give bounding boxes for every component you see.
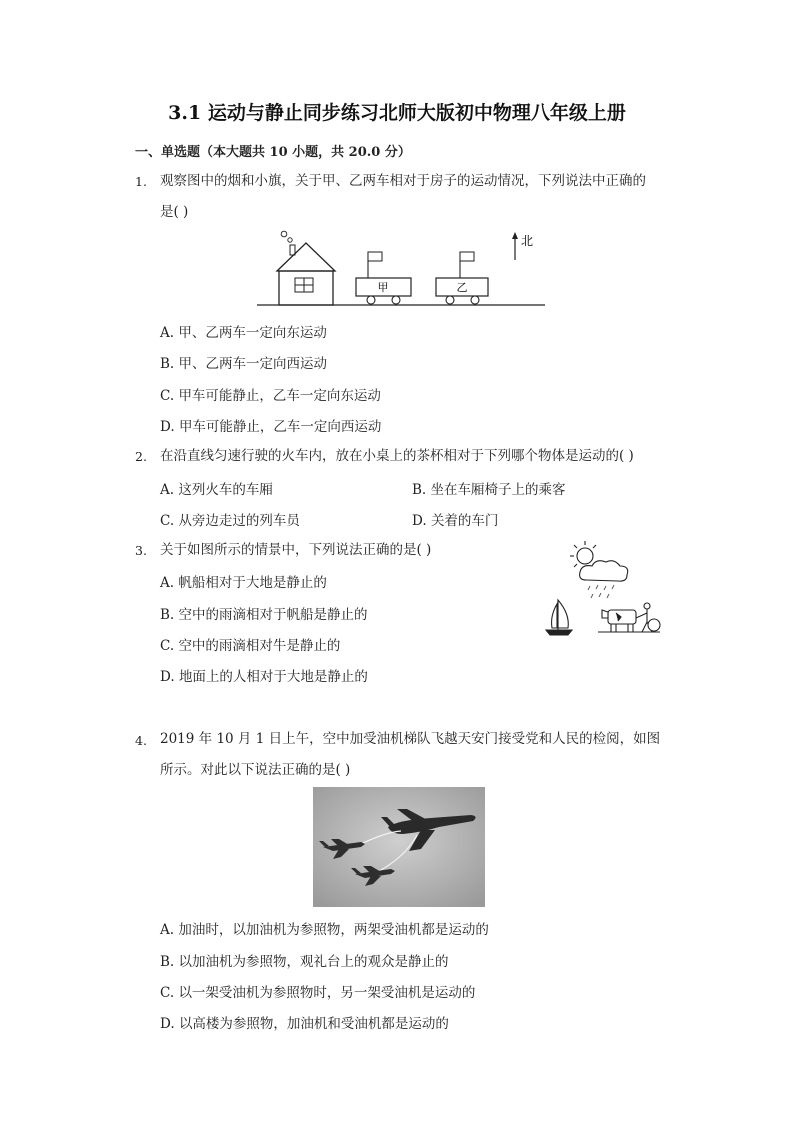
option-key: B.: [160, 356, 175, 372]
option-key: D.: [160, 669, 175, 685]
option-a[interactable]: [160, 571, 327, 591]
flag-icon: [460, 252, 474, 261]
option-text: 以高楼为参照物，加油机和受油机都是运动的: [178, 1016, 449, 1032]
option-key: C.: [160, 638, 175, 654]
question-text: 2019 年 10 月 1 日上午，空中加受油机梯队飞越天安门接受党和人民的检阅，如图: [160, 731, 661, 747]
option-key: A.: [160, 482, 175, 498]
option-key: D.: [160, 419, 175, 435]
option-key: B.: [160, 607, 175, 623]
option-c[interactable]: [160, 634, 340, 654]
flag-icon: [368, 252, 382, 261]
option-key: A.: [160, 922, 175, 938]
option-key: C.: [160, 513, 175, 529]
question-number: 4.: [135, 733, 147, 748]
page-title: 3.1 运动与静止同步练习北师大版初中物理八年级上册: [168, 102, 626, 124]
option-b[interactable]: [412, 478, 566, 498]
option-b[interactable]: [160, 950, 449, 970]
option-c[interactable]: [160, 384, 381, 404]
option-text: 甲车可能静止，乙车一定向东运动: [178, 388, 381, 404]
option-key: D.: [412, 513, 427, 529]
question-text: 关于如图所示的情景中，下列说法正确的是( ): [160, 542, 432, 558]
question-text-cont: 是( ): [160, 204, 189, 220]
option-text: 空中的雨滴相对牛是静止的: [178, 638, 341, 654]
option-d[interactable]: [160, 1012, 449, 1032]
option-text: 甲、乙两车一定向东运动: [178, 325, 327, 341]
wheel-icon: [446, 296, 454, 304]
wheel-icon: [392, 296, 400, 304]
option-key: C.: [160, 985, 175, 1001]
aerial-refueling-photo: [313, 787, 485, 907]
option-text: 坐在车厢椅子上的乘客: [430, 482, 566, 498]
option-b[interactable]: [160, 352, 327, 372]
option-text: 甲车可能静止，乙车一定向西运动: [178, 419, 382, 435]
option-key: B.: [160, 954, 175, 970]
house-icon: [279, 271, 333, 305]
question-number: 3.: [135, 543, 147, 558]
wheel-icon: [471, 296, 479, 304]
option-a[interactable]: [160, 478, 273, 498]
option-text: 加油时，以加油机为参照物，两架受油机都是运动的: [178, 922, 489, 938]
option-text: 这列火车的车厢: [178, 482, 273, 498]
option-text: 关着的车门: [430, 513, 499, 529]
section-heading: 一、单选题（本大题共 10 小题，共 20.0 分）: [135, 145, 411, 160]
option-text: 地面上的人相对于大地是静止的: [178, 669, 368, 685]
option-c[interactable]: [160, 509, 300, 529]
house-roof: [277, 243, 335, 271]
option-text: 以一架受油机为参照物时，另一架受油机是运动的: [178, 985, 476, 1001]
option-text: 甲、乙两车一定向西运动: [178, 356, 328, 372]
option-b[interactable]: [160, 603, 368, 623]
option-d[interactable]: [160, 665, 368, 685]
sun-icon: [570, 541, 596, 567]
option-d[interactable]: [412, 509, 498, 529]
option-c[interactable]: [160, 981, 475, 1001]
option-a[interactable]: [160, 918, 489, 938]
question-number: 1.: [135, 174, 147, 189]
option-key: A.: [160, 575, 175, 591]
cart-jia-label: 甲: [377, 281, 389, 294]
question-text-cont: 所示。对此以下说法正确的是( ): [160, 762, 351, 778]
option-text: 空中的雨滴相对于帆船是静止的: [178, 607, 368, 623]
option-key: D.: [160, 1016, 175, 1032]
north-label: 北: [521, 234, 534, 248]
option-a[interactable]: [160, 321, 327, 341]
option-text: 从旁边走过的列车员: [178, 513, 300, 529]
smoke-icon: [281, 231, 287, 237]
cart-yi-label: 乙: [456, 281, 468, 294]
sailboat-icon: [546, 600, 572, 635]
option-key: C.: [160, 388, 175, 404]
option-d[interactable]: [160, 415, 381, 435]
option-text: 以加油机为参照物，观礼台上的观众是静止的: [178, 954, 449, 970]
house-carts-figure: [255, 228, 555, 310]
question-text: 观察图中的烟和小旗，关于甲、乙两车相对于房子的运动情况，下列说法中正确的: [160, 173, 646, 189]
question-text: 在沿直线匀速行驶的火车内，放在小桌上的茶杯相对于下列哪个物体是运动的( ): [160, 448, 634, 464]
wheel-icon: [367, 296, 375, 304]
rain-icon: [588, 585, 614, 598]
option-text: 帆船相对于大地是静止的: [178, 575, 327, 591]
smoke-icon: [288, 238, 292, 242]
option-key: B.: [412, 482, 427, 498]
cow-farmer-icon: [598, 603, 660, 632]
weather-scene-figure: [538, 538, 663, 640]
question-number: 2.: [135, 449, 147, 464]
option-key: A.: [160, 325, 175, 341]
